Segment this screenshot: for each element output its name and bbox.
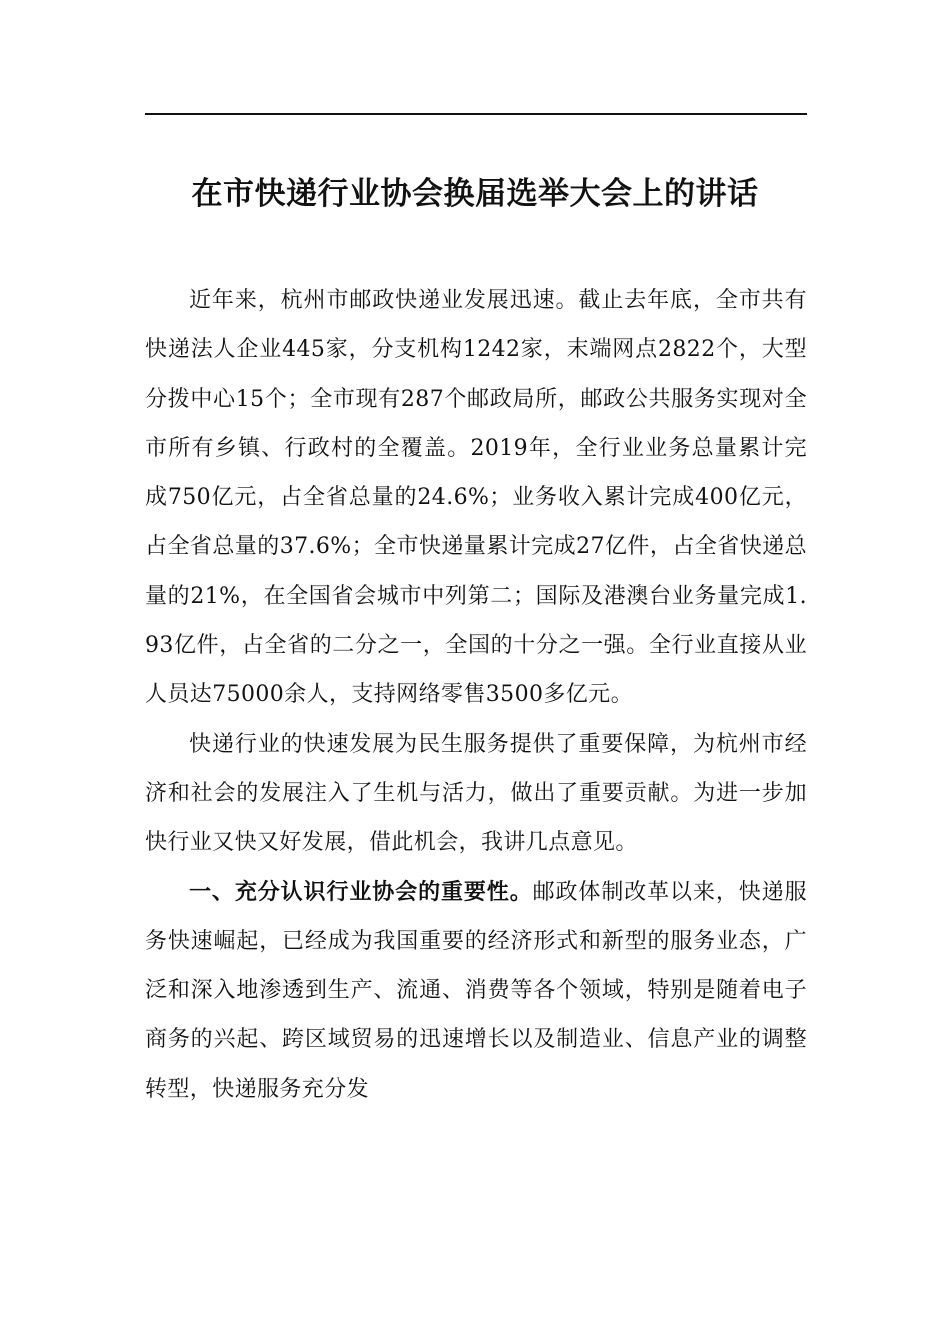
document-body <box>145 276 807 1114</box>
paragraph-3 <box>145 868 807 1114</box>
paragraph-3-text: 邮政体制改革以来，快递服务快速崛起，已经成为我国重要的经济形式和新型的服务业态，广泛和深入地渗透到生产、流通、消费等各个领域，特别是随着电子商务的兴起、跨区域贸易的迅速增长以及制造业、信息产业的调整转型，快递服务充分发 <box>145 879 807 1102</box>
paragraph-1-text: 近年来，杭州市邮政快递业发展迅速。截止去年底，全市共有快递法人企业445家，分支机构1242家，末端网点2822个，大型分拨中心15个；全市现有287个邮政局所，邮政公共服务实现对全市所有乡镇、行政村的全覆盖。2019年，全行业业务总量累计完成750亿元，占全省总量的24.6%；业务收入累计完成400亿元，占全省总量的37.6%；全市快递量累计完成27亿件，占全省快递总量的21%，在全国省会城市中列第二；国际及港澳台业务量完成1.93亿件，占全省的二分之一，全国的十分之一强。全行业直接从业人员达75000余人，支持网络零售3500多亿元。 <box>145 288 807 708</box>
header-rule <box>145 113 807 115</box>
document-title: 在市快递行业协会换届选举大会上的讲话 <box>191 176 759 212</box>
paragraph-2-text: 快递行业的快速发展为民生服务提供了重要保障，为杭州市经济和社会的发展注入了生机与活力，做出了重要贡献。为进一步加快行业又快又好发展，借此机会，我讲几点意见。 <box>145 731 807 856</box>
section-heading-1: 一、充分认识行业协会的重要性。 <box>189 879 533 905</box>
paragraph-2 <box>145 720 807 868</box>
paragraph-1 <box>145 276 807 720</box>
